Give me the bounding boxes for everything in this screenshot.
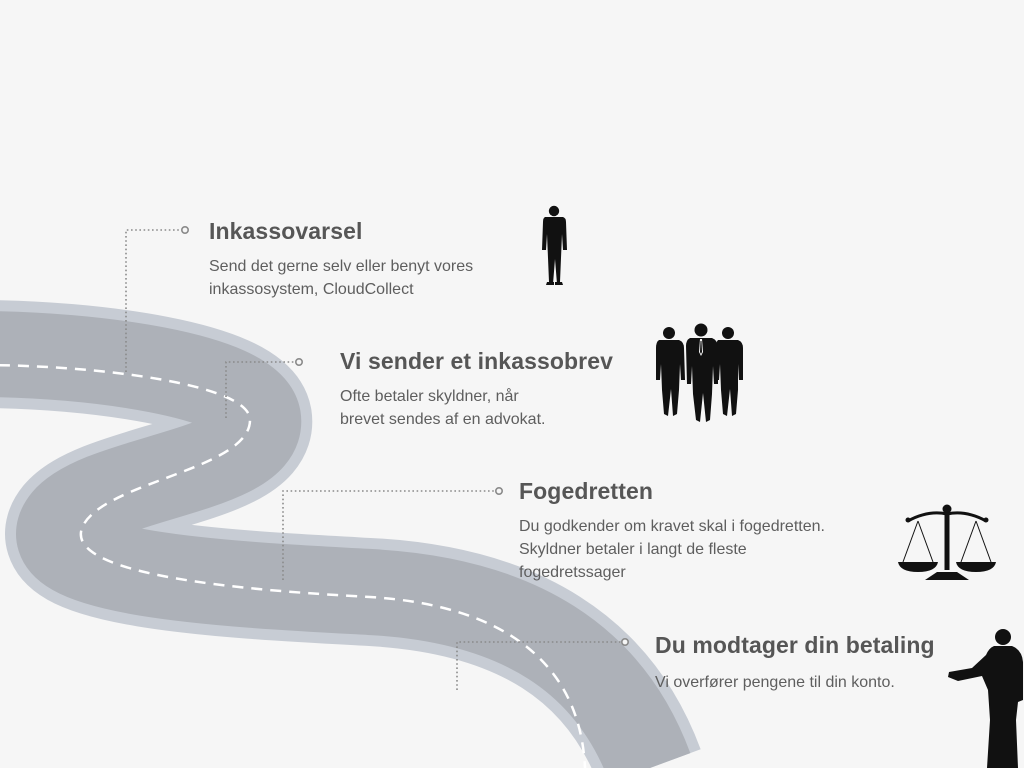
step-title: Du modtager din betaling: [655, 632, 935, 658]
step-description: Du godkender om kravet skal i fogedretten. Skyldner betaler i langt de fleste fogedretssager: [519, 518, 825, 581]
leader-dot-1: [182, 227, 188, 233]
step-fogedretten: [519, 478, 825, 584]
step-betaling: [655, 632, 935, 694]
step-inkassovarsel: [209, 218, 473, 301]
step-inkassobrev: [340, 348, 613, 431]
step-description: Ofte betaler skyldner, når brevet sendes af en advokat.: [340, 388, 546, 428]
person-icon: [542, 206, 567, 285]
step-title: Fogedretten: [519, 478, 653, 504]
step-title: Vi sender et inkassobrev: [340, 348, 613, 374]
group-icon: [656, 324, 743, 423]
leader-dot-3: [496, 488, 502, 494]
step-description: Send det gerne selv eller benyt vores inkassosystem, CloudCollect: [209, 258, 474, 298]
leader-dot-2: [296, 359, 302, 365]
presenter-icon: [948, 629, 1023, 768]
step-description: Vi overfører pengene til din konto.: [655, 674, 895, 691]
scales-icon: [898, 505, 996, 581]
leader-dot-4: [622, 639, 628, 645]
step-title: Inkassovarsel: [209, 218, 363, 244]
